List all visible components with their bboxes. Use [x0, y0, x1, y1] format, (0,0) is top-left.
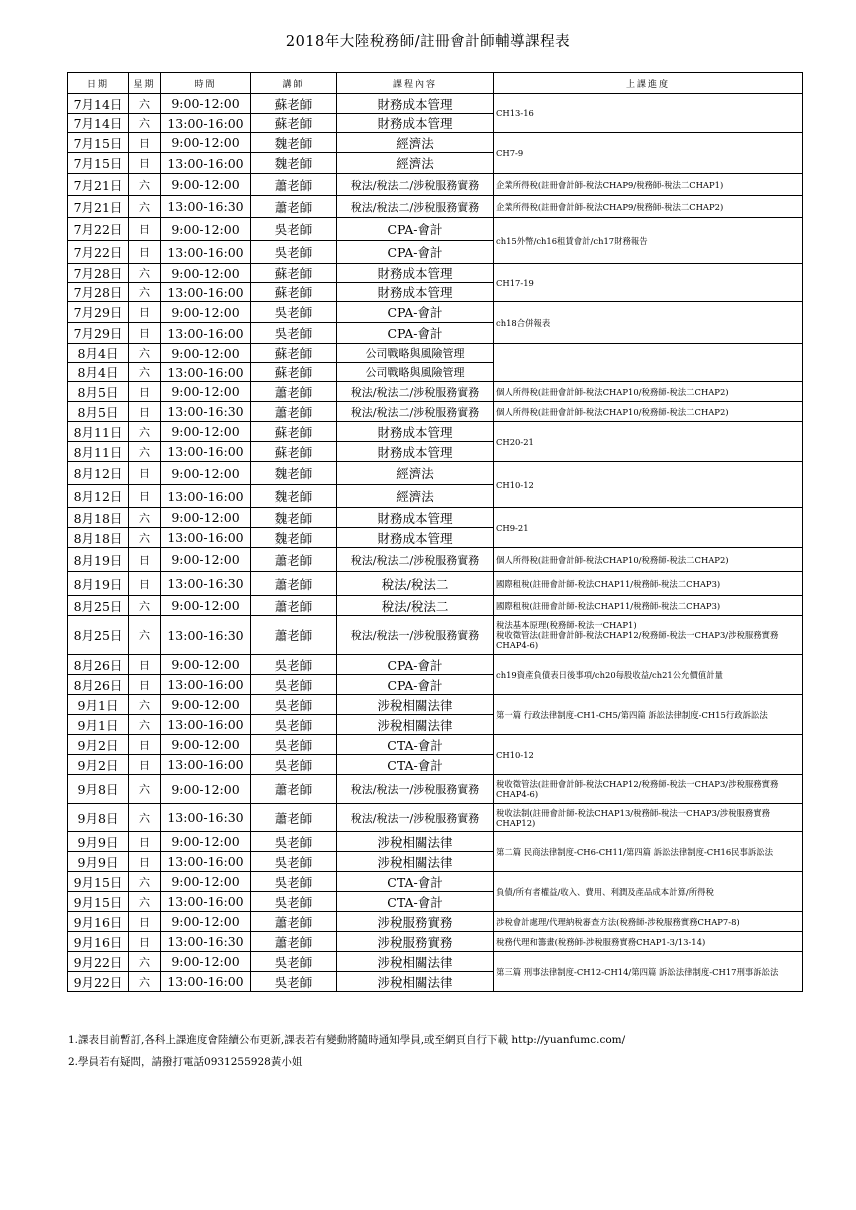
cell-day: 六	[129, 422, 161, 442]
footnote-2: 2.學員若有疑問，請撥打電話0931255928黃小姐	[68, 1056, 303, 1068]
cell-day: 日	[129, 241, 161, 264]
table-row	[68, 735, 803, 755]
table-row	[68, 382, 803, 402]
cell-date: 9月2日	[68, 735, 129, 755]
cell-time: 13:00-16:00	[161, 283, 251, 302]
cell-course: 稅法/稅法二/涉稅服務實務	[337, 402, 494, 422]
cell-course: 經濟法	[337, 153, 494, 174]
cell-teacher: 魏老師	[251, 153, 337, 174]
table-row	[68, 302, 803, 323]
table-row	[68, 832, 803, 852]
table-row	[68, 655, 803, 675]
cell-date: 8月25日	[68, 596, 129, 616]
cell-time: 13:00-16:00	[161, 153, 251, 174]
cell-teacher: 魏老師	[251, 462, 337, 485]
cell-course: 稅法/稅法一/涉稅服務實務	[337, 616, 494, 655]
cell-day: 六	[129, 344, 161, 363]
cell-course: CPA-會計	[337, 241, 494, 264]
cell-date: 8月19日	[68, 548, 129, 572]
cell-time: 13:00-16:30	[161, 196, 251, 218]
cell-day: 六	[129, 114, 161, 133]
cell-progress: CH17-19	[494, 264, 803, 302]
cell-date: 8月18日	[68, 528, 129, 548]
cell-day: 日	[129, 932, 161, 952]
cell-course: 涉稅相關法律	[337, 695, 494, 715]
cell-time: 13:00-16:30	[161, 616, 251, 655]
cell-course: CPA-會計	[337, 323, 494, 344]
cell-teacher: 蘇老師	[251, 422, 337, 442]
table-row	[68, 174, 803, 196]
table-row	[68, 196, 803, 218]
cell-teacher: 蕭老師	[251, 196, 337, 218]
cell-date: 9月15日	[68, 892, 129, 912]
cell-course: CPA-會計	[337, 218, 494, 241]
cell-day: 六	[129, 442, 161, 462]
cell-teacher: 吳老師	[251, 755, 337, 775]
header-progress: 上課進度	[494, 73, 803, 94]
header-teacher: 講師	[251, 73, 337, 94]
cell-day: 六	[129, 872, 161, 892]
cell-day: 日	[129, 462, 161, 485]
cell-teacher: 吳老師	[251, 852, 337, 872]
cell-teacher: 吳老師	[251, 218, 337, 241]
header-course: 課程內容	[337, 73, 494, 94]
cell-teacher: 蕭老師	[251, 174, 337, 196]
cell-time: 13:00-16:00	[161, 528, 251, 548]
cell-time: 9:00-12:00	[161, 775, 251, 804]
cell-teacher: 蘇老師	[251, 283, 337, 302]
cell-teacher: 蕭老師	[251, 775, 337, 804]
cell-teacher: 吳老師	[251, 972, 337, 992]
cell-progress: CH13-16	[494, 94, 803, 133]
cell-progress: 稅法基本原理(稅務師-稅法一CHAP1) 稅收徵管法(註冊會計師-稅法CHAP12/稅務師-稅法一CHAP3/涉稅服務實務CHAP4-6)	[494, 616, 803, 655]
cell-time: 13:00-16:00	[161, 323, 251, 344]
cell-teacher: 吳老師	[251, 323, 337, 344]
cell-teacher: 魏老師	[251, 485, 337, 508]
cell-date: 7月29日	[68, 302, 129, 323]
cell-date: 7月28日	[68, 264, 129, 283]
cell-course: CTA-會計	[337, 872, 494, 892]
cell-teacher: 蕭老師	[251, 932, 337, 952]
cell-teacher: 吳老師	[251, 892, 337, 912]
cell-progress: 第三篇 刑事法律制度-CH12-CH14/第四篇 訴訟法律制度-CH17刑事訴訟法	[494, 952, 803, 992]
cell-course: 涉稅相關法律	[337, 952, 494, 972]
cell-progress: 企業所得稅(註冊會計師-稅法CHAP9/稅務師-稅法二CHAP2)	[494, 196, 803, 218]
cell-progress: CH20-21	[494, 422, 803, 462]
table-row	[68, 695, 803, 715]
cell-course: 稅法/稅法二	[337, 596, 494, 616]
table-row	[68, 133, 803, 153]
table-row	[68, 804, 803, 832]
cell-time: 13:00-16:00	[161, 852, 251, 872]
cell-course: 涉稅相關法律	[337, 852, 494, 872]
cell-time: 13:00-16:00	[161, 715, 251, 735]
cell-day: 六	[129, 695, 161, 715]
cell-time: 9:00-12:00	[161, 382, 251, 402]
cell-progress: 個人所得稅(註冊會計師-稅法CHAP10/稅務師-稅法二CHAP2)	[494, 382, 803, 402]
cell-teacher: 吳老師	[251, 952, 337, 972]
cell-progress	[494, 344, 803, 382]
cell-course: 財務成本管理	[337, 283, 494, 302]
cell-progress: 負債/所有者權益/收入、費用、利潤及產品成本計算/所得稅	[494, 872, 803, 912]
cell-time: 13:00-16:30	[161, 804, 251, 832]
cell-date: 7月22日	[68, 218, 129, 241]
cell-time: 9:00-12:00	[161, 174, 251, 196]
cell-time: 13:00-16:00	[161, 114, 251, 133]
cell-day: 日	[129, 302, 161, 323]
cell-day: 日	[129, 852, 161, 872]
cell-course: 涉稅相關法律	[337, 715, 494, 735]
cell-time: 13:00-16:00	[161, 675, 251, 695]
cell-teacher: 蕭老師	[251, 804, 337, 832]
table-row	[68, 508, 803, 528]
cell-date: 9月15日	[68, 872, 129, 892]
table-row	[68, 218, 803, 241]
cell-time: 13:00-16:00	[161, 892, 251, 912]
cell-course: 經濟法	[337, 462, 494, 485]
cell-teacher: 蘇老師	[251, 442, 337, 462]
table-row	[68, 775, 803, 804]
cell-time: 13:00-16:00	[161, 972, 251, 992]
cell-date: 8月5日	[68, 402, 129, 422]
cell-teacher: 魏老師	[251, 528, 337, 548]
cell-time: 13:00-16:00	[161, 363, 251, 382]
cell-course: 公司戰略與風險管理	[337, 363, 494, 382]
header-weekday: 星期	[129, 73, 161, 94]
cell-time: 9:00-12:00	[161, 94, 251, 114]
cell-teacher: 蕭老師	[251, 572, 337, 596]
cell-day: 日	[129, 402, 161, 422]
cell-course: 涉稅服務實務	[337, 932, 494, 952]
cell-date: 7月14日	[68, 114, 129, 133]
cell-time: 9:00-12:00	[161, 302, 251, 323]
cell-progress: ch15外幣/ch16租賃會計/ch17財務報告	[494, 218, 803, 264]
cell-teacher: 蕭老師	[251, 912, 337, 932]
cell-day: 日	[129, 548, 161, 572]
cell-day: 日	[129, 832, 161, 852]
cell-teacher: 蕭老師	[251, 402, 337, 422]
cell-teacher: 吳老師	[251, 715, 337, 735]
cell-time: 9:00-12:00	[161, 133, 251, 153]
header-row	[68, 73, 803, 94]
cell-date: 7月15日	[68, 133, 129, 153]
cell-date: 8月12日	[68, 462, 129, 485]
cell-date: 7月21日	[68, 196, 129, 218]
cell-date: 8月5日	[68, 382, 129, 402]
cell-teacher: 蕭老師	[251, 596, 337, 616]
header-date: 日期	[68, 73, 129, 94]
cell-time: 9:00-12:00	[161, 596, 251, 616]
table-row	[68, 264, 803, 283]
cell-time: 9:00-12:00	[161, 872, 251, 892]
cell-progress: 國際租稅(註冊會計師-稅法CHAP11/稅務師-稅法二CHAP3)	[494, 572, 803, 596]
cell-day: 六	[129, 528, 161, 548]
cell-date: 9月16日	[68, 932, 129, 952]
cell-course: 財務成本管理	[337, 508, 494, 528]
table-row	[68, 402, 803, 422]
cell-progress: 個人所得稅(註冊會計師-稅法CHAP10/稅務師-稅法二CHAP2)	[494, 402, 803, 422]
cell-day: 日	[129, 485, 161, 508]
cell-progress: ch18合併報表	[494, 302, 803, 344]
cell-progress: CH10-12	[494, 735, 803, 775]
cell-date: 8月26日	[68, 675, 129, 695]
cell-day: 日	[129, 133, 161, 153]
cell-teacher: 吳老師	[251, 302, 337, 323]
cell-date: 8月25日	[68, 616, 129, 655]
cell-time: 9:00-12:00	[161, 344, 251, 363]
cell-day: 六	[129, 892, 161, 912]
cell-course: 稅法/稅法二	[337, 572, 494, 596]
cell-course: 稅法/稅法二/涉稅服務實務	[337, 382, 494, 402]
table-row	[68, 872, 803, 892]
cell-day: 六	[129, 196, 161, 218]
cell-course: CTA-會計	[337, 735, 494, 755]
cell-teacher: 吳老師	[251, 832, 337, 852]
cell-progress: 第一篇 行政法律制度-CH1-CH5/第四篇 訴訟法律制度-CH15行政訴訟法	[494, 695, 803, 735]
cell-course: 財務成本管理	[337, 94, 494, 114]
cell-progress: CH9-21	[494, 508, 803, 548]
cell-teacher: 蕭老師	[251, 382, 337, 402]
cell-course: 涉稅相關法律	[337, 972, 494, 992]
table-row	[68, 616, 803, 655]
table-row	[68, 596, 803, 616]
cell-progress: 稅收徵管法(註冊會計師-稅法CHAP12/稅務師-稅法一CHAP3/涉稅服務實務CHAP4-6)	[494, 775, 803, 804]
cell-day: 六	[129, 363, 161, 382]
table-row	[68, 548, 803, 572]
cell-day: 日	[129, 912, 161, 932]
cell-day: 六	[129, 283, 161, 302]
cell-course: 財務成本管理	[337, 442, 494, 462]
cell-day: 六	[129, 264, 161, 283]
cell-course: 財務成本管理	[337, 528, 494, 548]
cell-teacher: 魏老師	[251, 133, 337, 153]
cell-course: 財務成本管理	[337, 422, 494, 442]
cell-course: 經濟法	[337, 485, 494, 508]
cell-course: CPA-會計	[337, 675, 494, 695]
cell-progress: 個人所得稅(註冊會計師-稅法CHAP10/稅務師-稅法二CHAP2)	[494, 548, 803, 572]
cell-teacher: 吳老師	[251, 241, 337, 264]
cell-progress: 企業所得稅(註冊會計師-稅法CHAP9/稅務師-稅法二CHAP1)	[494, 174, 803, 196]
cell-progress: 涉稅會計處理/代理納稅審查方法(稅務師-涉稅服務實務CHAP7-8)	[494, 912, 803, 932]
cell-teacher: 吳老師	[251, 655, 337, 675]
cell-teacher: 吳老師	[251, 872, 337, 892]
cell-day: 日	[129, 655, 161, 675]
table-row	[68, 932, 803, 952]
cell-date: 8月18日	[68, 508, 129, 528]
cell-course: 稅法/稅法二/涉稅服務實務	[337, 548, 494, 572]
cell-time: 13:00-16:30	[161, 402, 251, 422]
cell-day: 六	[129, 804, 161, 832]
cell-progress: CH10-12	[494, 462, 803, 508]
table-row	[68, 344, 803, 363]
cell-date: 9月1日	[68, 715, 129, 735]
cell-progress: 國際租稅(註冊會計師-稅法CHAP11/稅務師-稅法二CHAP3)	[494, 596, 803, 616]
cell-time: 9:00-12:00	[161, 462, 251, 485]
cell-teacher: 蘇老師	[251, 363, 337, 382]
footnote-1: 1.課表目前暫訂,各科上課進度會陸續公布更新,課表若有變動將隨時通知學員,或至網頁自行下載 http://yuanfumc.com/	[68, 1034, 626, 1046]
cell-progress: 稅收法制(註冊會計師-稅法CHAP13/稅務師-稅法一CHAP3/涉稅服務實務CHAP12)	[494, 804, 803, 832]
cell-course: 稅法/稅法二/涉稅服務實務	[337, 174, 494, 196]
cell-date: 8月11日	[68, 422, 129, 442]
cell-time: 13:00-16:00	[161, 442, 251, 462]
cell-day: 日	[129, 382, 161, 402]
table-row	[68, 912, 803, 932]
cell-day: 六	[129, 94, 161, 114]
cell-time: 9:00-12:00	[161, 832, 251, 852]
cell-date: 8月4日	[68, 363, 129, 382]
cell-date: 8月19日	[68, 572, 129, 596]
header-time: 時間	[161, 73, 251, 94]
cell-date: 9月2日	[68, 755, 129, 775]
cell-course: 財務成本管理	[337, 264, 494, 283]
cell-day: 六	[129, 508, 161, 528]
cell-day: 六	[129, 596, 161, 616]
cell-date: 8月26日	[68, 655, 129, 675]
cell-day: 六	[129, 616, 161, 655]
cell-date: 9月1日	[68, 695, 129, 715]
cell-course: CTA-會計	[337, 892, 494, 912]
cell-date: 8月12日	[68, 485, 129, 508]
cell-day: 六	[129, 775, 161, 804]
cell-day: 六	[129, 952, 161, 972]
cell-course: CPA-會計	[337, 655, 494, 675]
cell-course: CTA-會計	[337, 755, 494, 775]
cell-date: 9月22日	[68, 952, 129, 972]
cell-course: 涉稅服務實務	[337, 912, 494, 932]
cell-teacher: 吳老師	[251, 695, 337, 715]
cell-time: 9:00-12:00	[161, 912, 251, 932]
cell-time: 9:00-12:00	[161, 508, 251, 528]
cell-date: 7月29日	[68, 323, 129, 344]
cell-teacher: 吳老師	[251, 735, 337, 755]
cell-date: 9月8日	[68, 775, 129, 804]
cell-date: 9月9日	[68, 852, 129, 872]
cell-day: 日	[129, 755, 161, 775]
cell-course: 涉稅相關法律	[337, 832, 494, 852]
cell-time: 13:00-16:30	[161, 932, 251, 952]
cell-day: 日	[129, 153, 161, 174]
cell-progress: 稅務代理和籌畫(稅務師-涉稅服務實務CHAP1-3/13-14)	[494, 932, 803, 952]
cell-progress: 第二篇 民商法律制度-CH6-CH11/第四篇 訴訟法律制度-CH16民事訴訟法	[494, 832, 803, 872]
cell-time: 9:00-12:00	[161, 695, 251, 715]
cell-day: 六	[129, 174, 161, 196]
cell-date: 9月8日	[68, 804, 129, 832]
cell-time: 13:00-16:00	[161, 241, 251, 264]
cell-time: 13:00-16:30	[161, 572, 251, 596]
table-row	[68, 462, 803, 485]
cell-teacher: 蕭老師	[251, 548, 337, 572]
cell-teacher: 魏老師	[251, 508, 337, 528]
cell-date: 7月14日	[68, 94, 129, 114]
table-row	[68, 952, 803, 972]
cell-date: 9月16日	[68, 912, 129, 932]
table-row	[68, 422, 803, 442]
table-row	[68, 94, 803, 114]
cell-time: 9:00-12:00	[161, 218, 251, 241]
cell-teacher: 吳老師	[251, 675, 337, 695]
cell-day: 日	[129, 218, 161, 241]
page-title: 2018年大陸稅務師/註冊會計師輔導課程表	[285, 34, 571, 50]
cell-time: 13:00-16:00	[161, 755, 251, 775]
cell-teacher: 蘇老師	[251, 344, 337, 363]
cell-progress: ch19資產負債表日後事項/ch20每股收益/ch21公允價值計量	[494, 655, 803, 695]
cell-course: 稅法/稅法一/涉稅服務實務	[337, 804, 494, 832]
cell-day: 六	[129, 715, 161, 735]
cell-day: 六	[129, 972, 161, 992]
cell-time: 9:00-12:00	[161, 264, 251, 283]
cell-teacher: 蘇老師	[251, 264, 337, 283]
cell-day: 日	[129, 675, 161, 695]
cell-date: 7月15日	[68, 153, 129, 174]
cell-course: 稅法/稅法二/涉稅服務實務	[337, 196, 494, 218]
schedule-table	[67, 72, 803, 992]
cell-day: 日	[129, 323, 161, 344]
cell-date: 7月21日	[68, 174, 129, 196]
cell-time: 9:00-12:00	[161, 735, 251, 755]
cell-course: 公司戰略與風險管理	[337, 344, 494, 363]
cell-course: 稅法/稅法一/涉稅服務實務	[337, 775, 494, 804]
cell-date: 9月9日	[68, 832, 129, 852]
cell-day: 日	[129, 735, 161, 755]
cell-course: 經濟法	[337, 133, 494, 153]
table-row	[68, 572, 803, 596]
cell-time: 9:00-12:00	[161, 655, 251, 675]
cell-time: 9:00-12:00	[161, 548, 251, 572]
cell-progress: CH7-9	[494, 133, 803, 174]
cell-day: 日	[129, 572, 161, 596]
cell-time: 9:00-12:00	[161, 422, 251, 442]
cell-date: 7月28日	[68, 283, 129, 302]
cell-date: 8月4日	[68, 344, 129, 363]
cell-teacher: 蕭老師	[251, 616, 337, 655]
cell-course: 財務成本管理	[337, 114, 494, 133]
cell-date: 8月11日	[68, 442, 129, 462]
cell-date: 9月22日	[68, 972, 129, 992]
cell-teacher: 蘇老師	[251, 114, 337, 133]
cell-course: CPA-會計	[337, 302, 494, 323]
cell-teacher: 蘇老師	[251, 94, 337, 114]
cell-date: 7月22日	[68, 241, 129, 264]
cell-time: 9:00-12:00	[161, 952, 251, 972]
cell-time: 13:00-16:00	[161, 485, 251, 508]
